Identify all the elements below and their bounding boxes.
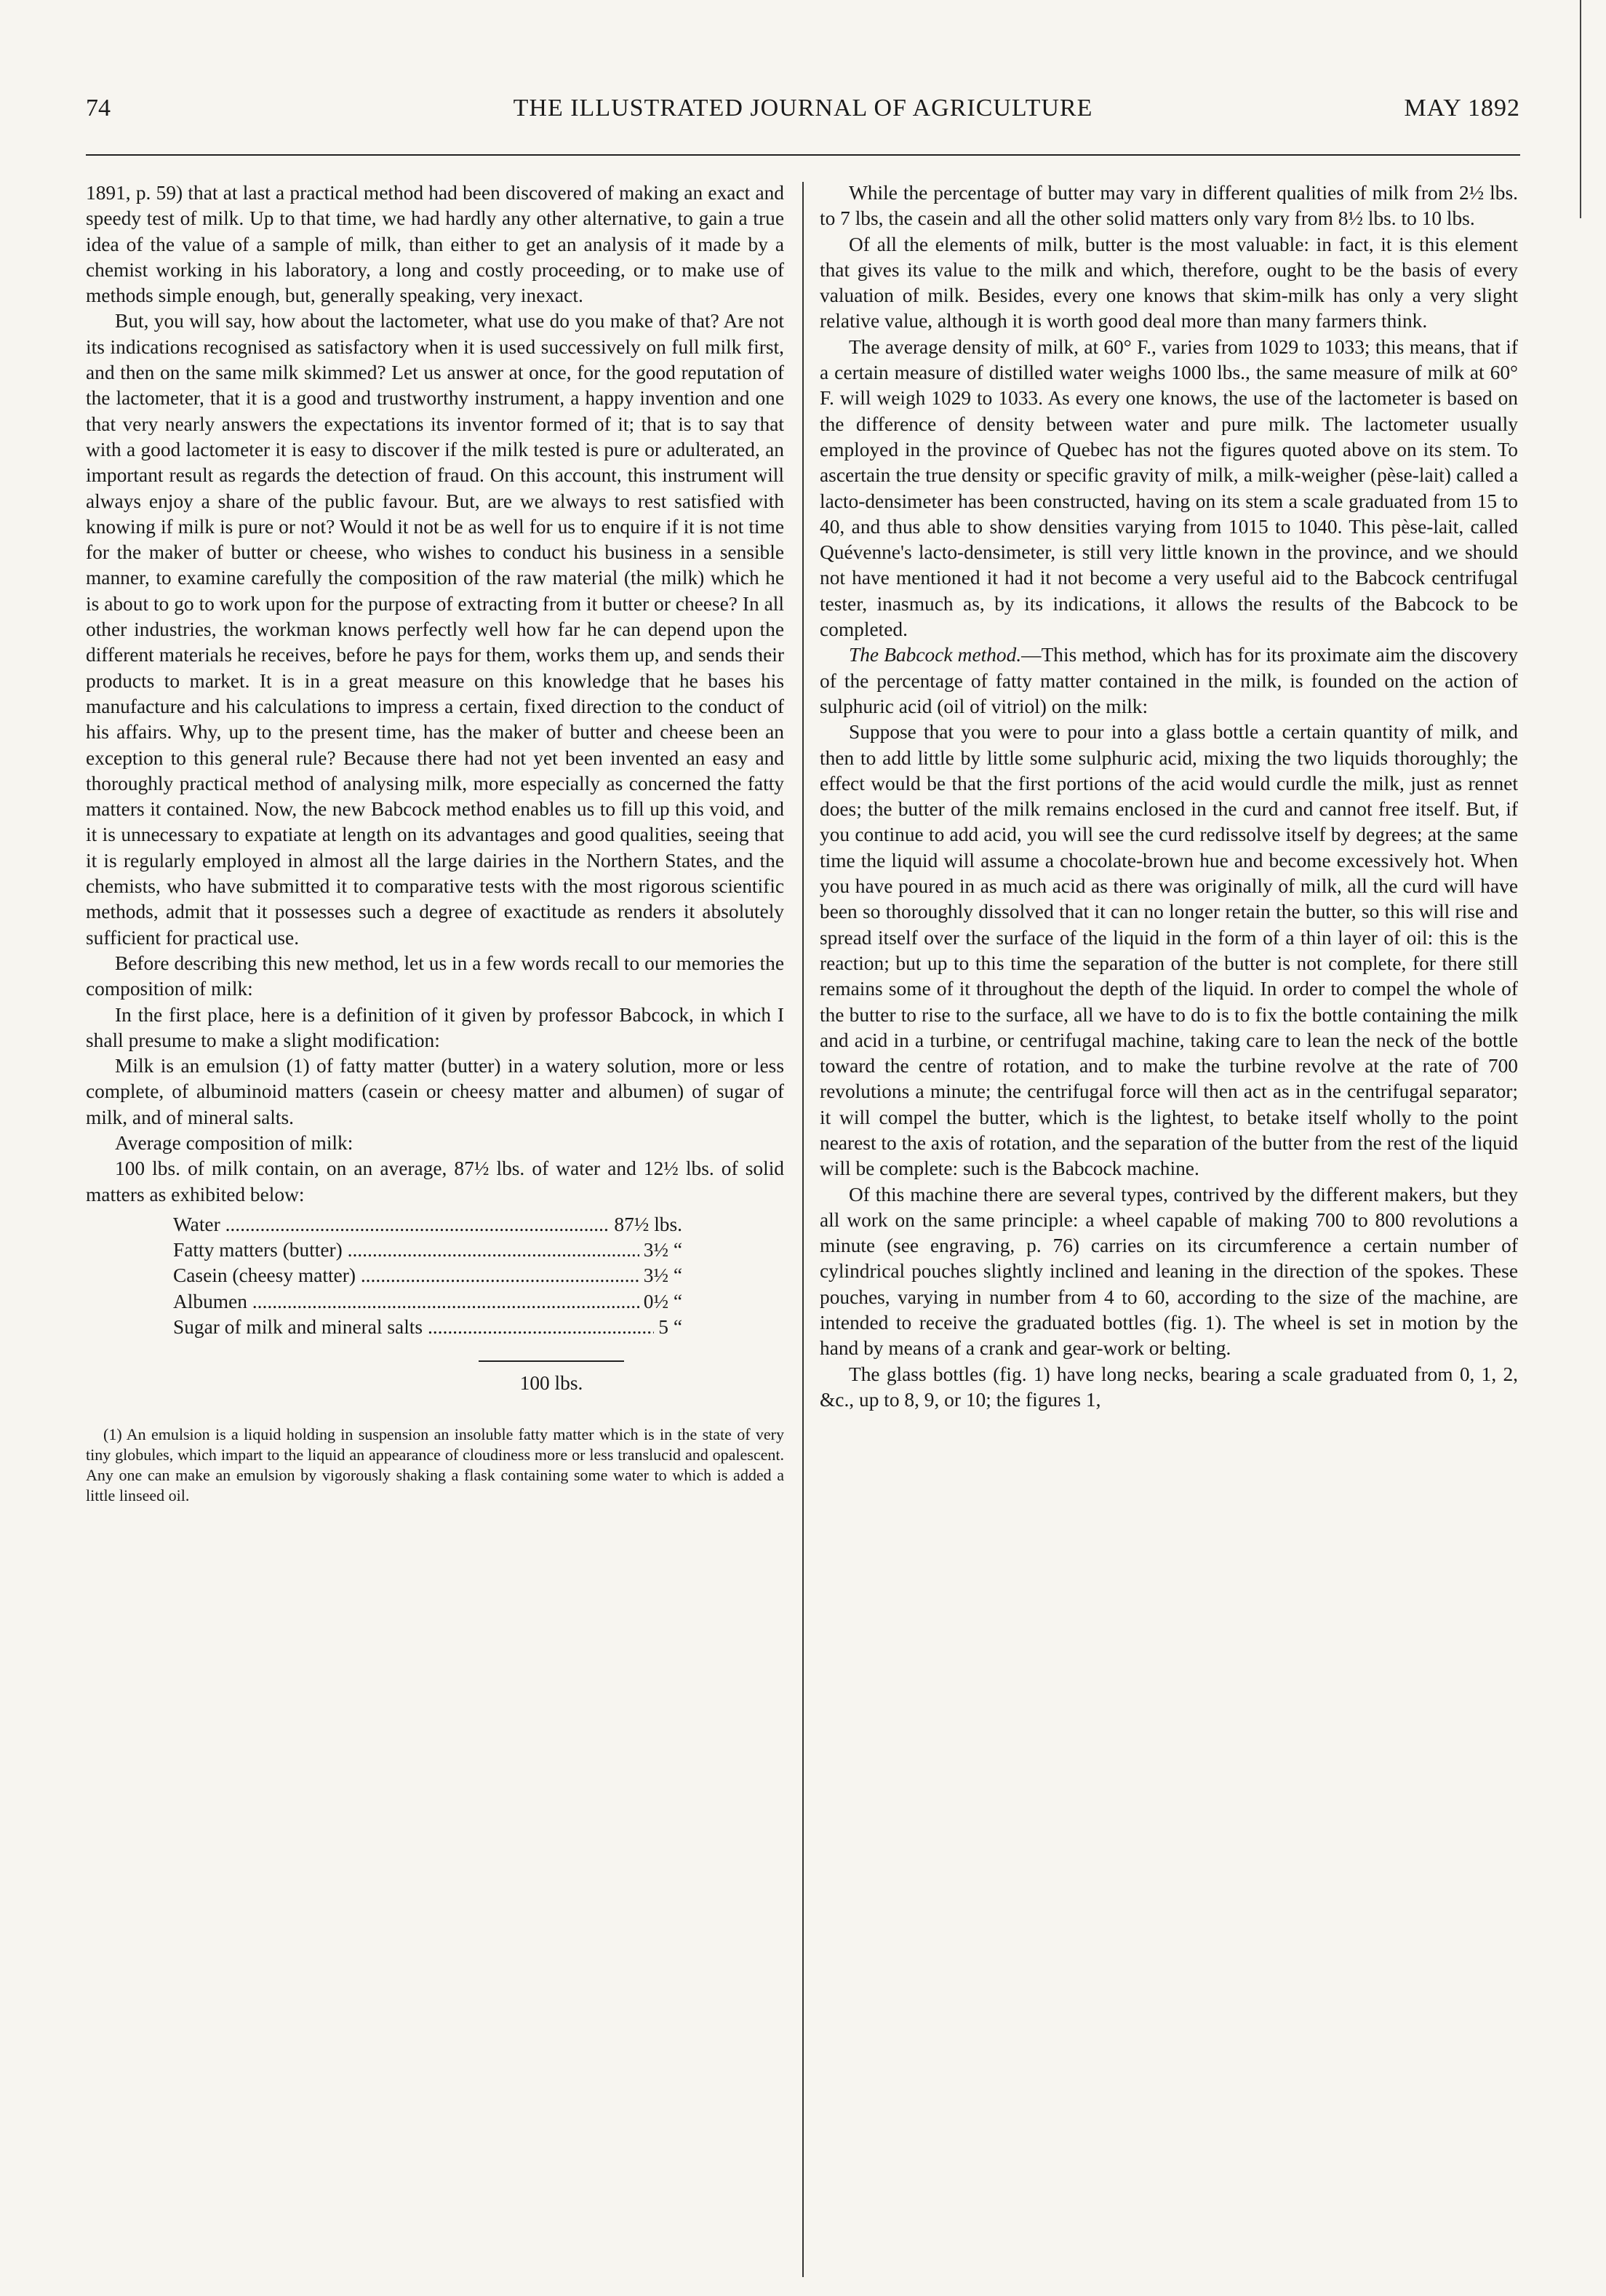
table-row (173, 1289, 682, 1315)
milk-composition-table (173, 1212, 682, 1397)
paragraph (820, 642, 1518, 720)
section-title: The Babcock method. (849, 644, 1022, 666)
column-divider (802, 182, 804, 2277)
section-text: —This method, which has for its proximate aim the discovery of the percentage of fatty matter contained in the milk, is founded on the action of sulphuric acid (oil of vitriol) on the milk: (820, 644, 1518, 717)
row-label: Sugar of milk and mineral salts ..... (173, 1315, 654, 1340)
row-label: Albumen ..... (173, 1289, 639, 1315)
table-total: 100 lbs. (479, 1360, 624, 1396)
row-value: 3½ “ (643, 1264, 682, 1287)
table-row (173, 1237, 682, 1263)
paragraph: The average density of milk, at 60° F., varies from 1029 to 1033; this means, that if a certain measure of distilled water weighs 1000 lbs., the same measure of milk at 60° F. will weigh 1029 to 1033. As every one knows, the use of the lactometer is based on the difference of density between water and pure milk. The lactometer usually employed in the province of Quebec has not the figures quoted above on its stem. To ascertain the true density or specific gravity of milk, a milk-weigher (pèse-lait) called a lacto-densimeter has been constructed, having on its stem a scale graduated from 15 to 40, and thus able to show densities varying from 1015 to 1040. This pèse-lait, called Quévenne's lacto-densimeter, is still very little known in the province, and we should not have mentioned it had it not become a very useful aid to the Babcock centrifugal tester, inasmuch as, by its indications, it allows the results of the Babcock to be completed. (820, 335, 1518, 641)
paragraph: Of all the elements of milk, butter is the most valuable: in fact, it is this element that gives its value to the milk and which, therefore, ought to be the basis of every valuation of milk. Besides, every one knows that skim-milk has only a very slight relative value, although it is worth good deal more than many farmers think. (820, 233, 1518, 332)
row-value: 5 “ (658, 1316, 682, 1339)
paragraph: 1891, p. 59) that at last a practical method had been discovered of making an exact and speedy test of milk. Up to that time, we had hardly any other alternative, to gain a true idea of the value of a sample of milk, than either to get an analysis of it made by a chemist working in his laboratory, a long and costly proceeding, or to make use of methods simple enough, but, generally speaking, very inexact. (86, 182, 784, 307)
page-number: 74 (86, 95, 111, 121)
paragraph: Before describing this new method, let us in a few words recall to our memories the composition of milk: (86, 952, 784, 1000)
header-rule (86, 154, 1520, 156)
row-value: 3½ “ (643, 1239, 682, 1261)
left-column (86, 180, 784, 1506)
row-label: Casein (cheesy matter) ..... (173, 1263, 639, 1288)
paragraph: 100 lbs. of milk contain, on an average, 87½ lbs. of water and 12½ lbs. of solid matters as exhibited below: (86, 1157, 784, 1205)
footnote-text: (1) An emulsion is a liquid holding in suspension an insoluble fatty matter which is in the state of very tiny globules, which impart to the liquid an appearance of cloudiness more or less translucid and opalescent. Any one can make an emulsion by vigorously shaking a flask containing some water to which is added a little linseed oil. (86, 1424, 784, 1504)
row-value: 0½ “ (643, 1290, 682, 1312)
paragraph: Milk is an emulsion (1) of fatty matter (butter) in a watery solution, more or less complete, of albuminoid matters (casein or cheesy matter and albumen) of sugar of milk, and of mineral salts. (86, 1055, 784, 1128)
issue-date: MAY 1892 (1404, 95, 1520, 121)
footnote (86, 1424, 784, 1506)
table-row (173, 1315, 682, 1340)
running-header (86, 95, 1520, 138)
paragraph: In the first place, here is a definition of it given by professor Babcock, in which I shall presume to make a slight modification: (86, 1003, 784, 1051)
right-column (820, 180, 1518, 1413)
paragraph: Average composition of milk: (115, 1131, 353, 1154)
page-edge-line (1580, 0, 1581, 218)
row-label: Water ..... (173, 1212, 610, 1237)
journal-title: THE ILLUSTRATED JOURNAL OF AGRICULTURE (513, 95, 1093, 121)
paragraph: While the percentage of butter may vary in different qualities of milk from 2½ lbs. to 7 lbs, the casein and all the other solid matters only vary from 8½ lbs. to 10 lbs. (820, 182, 1518, 230)
paragraph: Of this machine there are several types, contrived by the different makers, but they all work on the same principle: a wheel capable of making 700 to 800 revolutions a minute (see engraving, p. 76) carries on its circumference a certain number of cylindrical pouches slightly inclined and leaning in the direction of the spokes. These pouches, varying in number from 4 to 60, according to the size of the machine, are intended to receive the graduated bottles (fig. 1). The wheel is set in motion by the hand by means of a crank and gear-work or belting. (820, 1183, 1518, 1360)
row-value: 87½ lbs. (614, 1213, 682, 1235)
table-row (173, 1263, 682, 1288)
paragraph: But, you will say, how about the lactometer, what use do you make of that? Are not its indications recognised as satisfactory when it is used successively on full milk first, and then on the same milk skimmed? Let us answer at once, for the good reputation of the lactometer, that it is a good and trustworthy instrument, a happy invention and one that very nearly answers the expectations its inventor formed of it; that is to say that with a good lactometer it is easy to discover if the milk tested is pure or adulterated, an important result as regards the detection of fraud. On this account, this instrument will always enjoy a share of the public favour. But, are we always to rest satisfied with knowing if milk is pure or not? Would it not be as well for us to enquire if it is not time for the maker of butter or cheese, who wishes to conduct his business in a sensible manner, to examine carefully the composition of the raw material (the milk) which he is about to go to work upon for the purpose of extracting from it butter or cheese? In all other industries, the workman knows perfectly well how far he can depend upon the different materials he receives, before he pays for them, works them up, and sends their products to market. It is in a great measure on this knowledge that he bases his manufacture and his calculations to impress a certain, fixed direction to the conduct of his affairs. Why, up to the present time, has the maker of butter and cheese been an exception to this general rule? Because there had not yet been invented an easy and thoroughly practical method of analysing milk, more especially as concerned the fatty matters it contained. Now, the new Babcock method enables us to fill up this void, and it is unnecessary to expatiate at length on its advantages and good qualities, seeing that it is regularly employed in almost all the large dairies in the Northern States, and the chemists, who have submitted it to comparative tests with the most rigorous scientific methods, admit that it possesses such a degree of exactitude as renders it absolutely sufficient for practical use. (86, 310, 784, 949)
paragraph: The glass bottles (fig. 1) have long necks, bearing a scale graduated from 0, 1, 2, &c., up to 8, 9, or 10; the figures 1, (820, 1363, 1518, 1411)
paragraph: Suppose that you were to pour into a glass bottle a certain quantity of milk, and then to add little by little some sulphuric acid, mixing the two liquids thoroughly; the effect would be that the first portions of the acid would curdle the milk, just as rennet does; the butter of the milk remains enclosed in the curd and cannot free itself. But, if you continue to add acid, you will see the curd redissolve itself by degrees; at the same time the liquid will assume a chocolate-brown hue and become excessively hot. When you have poured in as much acid as there was originally of milk, all the curd will have been so thoroughly dissolved that it can no longer retain the butter, so this will rise and spread itself over the surface of the liquid in the form of a thin layer of oil: this is the reaction; but up to this time the separation of the butter is not complete, for there still remains some of it throughout the depth of the liquid. In order to compel the whole of the butter to rise to the surface, all we have to do is to fix the bottle containing the milk and acid in a turbine, or centrifugal machine, taking care to lean the neck of the bottle toward the centre of rotation, and to make the turbine revolve at the rate of 700 revolutions a minute; the centrifugal force will then act as in the centrifugal separator; it will compel the butter, which is the lightest, to betake itself wholly to the point nearest to the axis of rotation, and the separation of the butter from the rest of the liquid will be complete: such is the Babcock machine. (820, 721, 1518, 1180)
row-label: Fatty matters (butter) ..... (173, 1237, 639, 1263)
table-row (173, 1212, 682, 1237)
